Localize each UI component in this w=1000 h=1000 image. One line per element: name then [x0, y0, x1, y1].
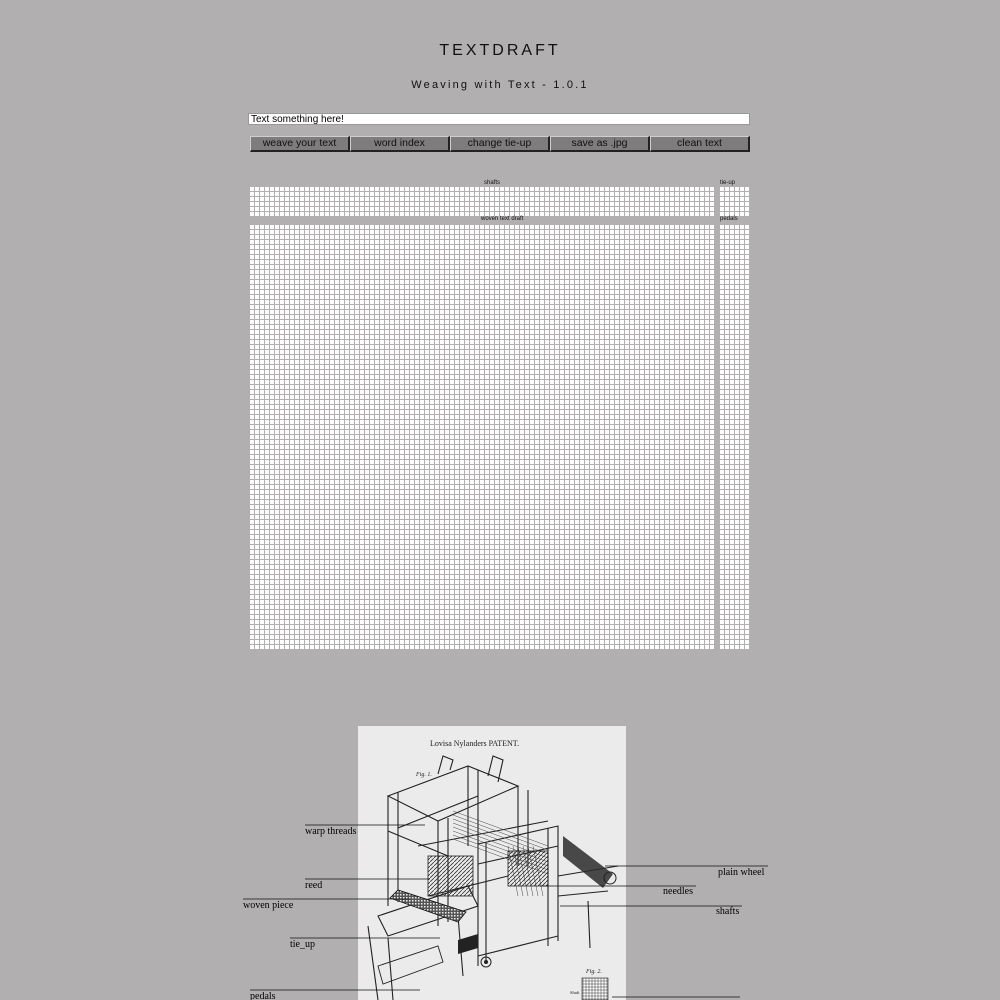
tieup-grid[interactable]	[720, 187, 750, 217]
plain-wheel-annotation: plain wheel	[718, 867, 765, 878]
woven-draft-label: woven text draft	[481, 216, 524, 222]
fig1-label: Fig. 1.	[416, 772, 432, 778]
tie-up-annotation: tie_up	[290, 939, 315, 950]
clean-text-button[interactable]: clean text	[650, 136, 750, 152]
text-input[interactable]	[248, 113, 750, 125]
app-subtitle: Weaving with Text - 1.0.1	[411, 79, 589, 91]
loom-patent-illustration	[358, 726, 626, 1000]
shafts-annotation: shafts	[716, 906, 740, 917]
needles-annotation: needles	[663, 886, 693, 897]
warp-threads-annotation: warp threads	[305, 826, 357, 837]
pedals-annotation: pedals	[250, 991, 276, 1000]
save-jpg-button[interactable]: save as .jpg	[550, 136, 650, 152]
fig2-label: Fig. 2.	[586, 969, 602, 975]
woven-piece-annotation: woven piece	[243, 900, 294, 911]
shaft-small-label: Shaft	[570, 990, 580, 995]
app-title: TEXTDRAFT	[439, 42, 561, 59]
illustration-caption: Lovisa Nylanders PATENT.	[430, 739, 520, 748]
woven-text-draft-grid[interactable]	[250, 225, 715, 650]
change-tieup-button[interactable]: change tie-up	[450, 136, 550, 152]
pedals-grid[interactable]	[720, 225, 750, 650]
toolbar	[250, 136, 750, 152]
reed-annotation: reed	[305, 880, 323, 891]
tieup-label: tie-up	[720, 180, 736, 186]
pedals-label: pedals	[720, 216, 738, 222]
shafts-label: shafts	[484, 180, 501, 186]
weave-text-button[interactable]: weave your text	[250, 136, 350, 152]
word-index-button[interactable]: word index	[350, 136, 450, 152]
shafts-grid[interactable]	[250, 187, 715, 217]
